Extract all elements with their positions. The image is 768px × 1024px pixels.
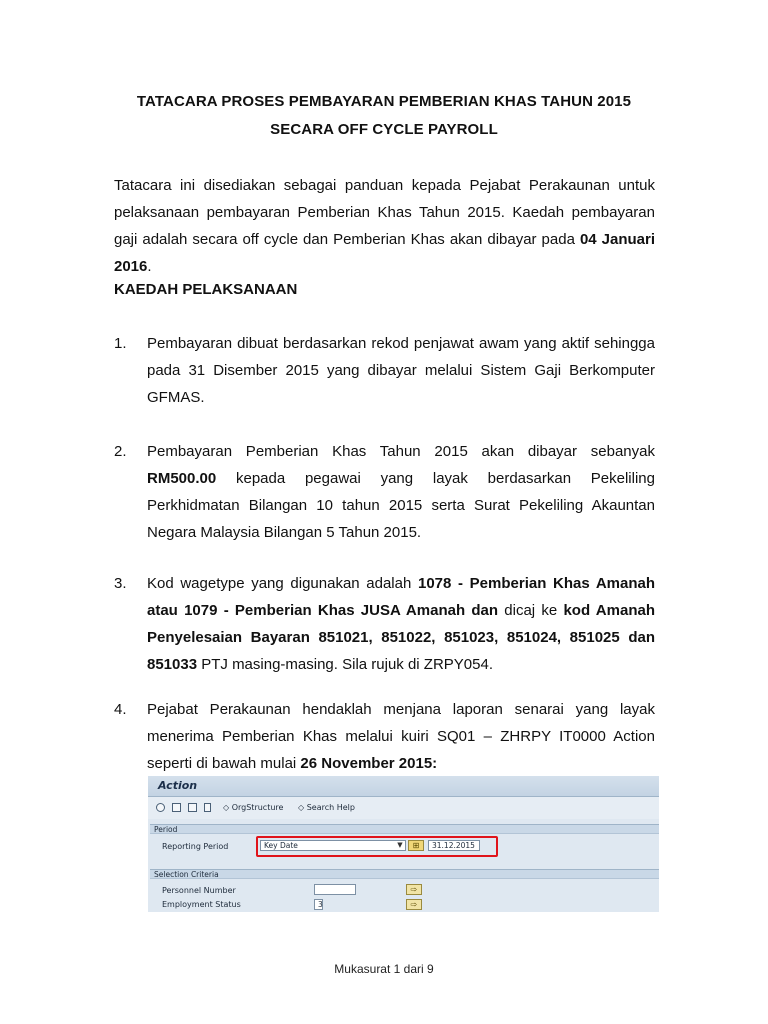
amount-bold: RM500.00 [147,470,217,487]
section-heading: KAEDAH PELAKSANAAN [114,281,298,298]
get-variant-icon[interactable] [172,803,181,812]
sap-title-bar [148,776,659,797]
text-run: Pejabat Perakaunan hendaklah menjana laporan senarai yang layak menerima Pemberian Khas melalui kuiri SQ01 – ZHRPY IT0000 Action seperti di bawah mulai [147,701,655,772]
list-item-number: 3. [114,575,127,592]
intro-paragraph [114,172,655,280]
list-item-text: Pembayaran dibuat berdasarkan rekod penjawat awam yang aktif sehingga pada 31 Disember 2015 yang dibayar melalui Sistem Gaji Berkomputer GFMAS. [147,335,655,406]
multiple-selection-arrow-icon[interactable]: ⇨ [406,899,422,910]
start-date-bold: 26 November 2015: [300,755,438,772]
orgstructure-label: OrgStructure [231,803,284,812]
account-code-bold: kod Amanah Penyelesaian Bayaran 851021, 851022, 851023, 851024, 851025 dan 851033 [147,602,655,673]
sap-toolbar [148,797,659,819]
selection-criteria-header: Selection Criteria [150,869,659,879]
employment-status-input[interactable] [314,899,323,910]
reporting-period-value: Key Date [264,841,298,850]
personnel-number-label: Personnel Number [162,886,236,895]
search-help-button[interactable]: ◇ Search Help [298,803,355,812]
list-item-text [147,570,655,678]
document-title-line1: TATACARA PROSES PEMBAYARAN PEMBERIAN KHAS TAHUN 2015 [136,93,632,110]
reporting-period-label: Reporting Period [162,842,229,851]
save-variant-icon[interactable] [188,803,197,812]
list-item-text [147,438,655,546]
list-item-text [147,696,655,777]
intro-date: 04 Januari 2016 [114,231,656,275]
multiple-selection-arrow-icon[interactable]: ⇨ [406,884,422,895]
key-date-value: 31.12.2015 [432,841,475,850]
intro-text: Tatacara ini disediakan sebagai panduan kepada Pejabat Perakaunan untuk pelaksanaan pembayaran Pemberian Khas Tahun 2015. Kaedah pembayaran gaji adalah secara off cycle dan Pemberian Khas akan dibayar pada [114,177,655,248]
list-item-number: 4. [114,701,127,718]
search-help-label: Search Help [306,803,355,812]
text-run: Pembayaran Pemberian Khas Tahun 2015 akan dibayar sebanyak [147,443,655,460]
intro-end: . [147,258,152,275]
text-run: dicaj ke [498,602,564,619]
text-run: Kod wagetype yang digunakan adalah [147,575,418,592]
wagetype-bold: 1078 - Pemberian Khas Amanah atau 1079 - Pemberian Khas JUSA Amanah dan [147,575,655,619]
orgstructure-button[interactable]: ◇ OrgStructure [223,803,284,812]
list-item-number: 2. [114,443,127,460]
text-run: PTJ masing-masing. Sila rujuk di ZRPY054. [197,656,494,673]
selection-options-icon[interactable] [204,803,211,812]
calendar-icon[interactable]: ⊞ [408,840,424,851]
personnel-number-input[interactable] [314,884,356,895]
execute-icon[interactable] [156,803,165,812]
chevron-down-icon[interactable]: ▼ [397,841,403,849]
employment-status-value: 3 [318,900,323,909]
highlight-box [256,836,498,857]
period-group-header: Period [150,824,659,834]
sap-title: Action [158,779,198,792]
list-item-number: 1. [114,335,127,352]
text-run: kepada pegawai yang layak berdasarkan Pekeliling Perkhidmatan Bilangan 10 tahun 2015 serta Surat Pekeliling Akauntan Negara Malaysia Bilangan 5 Tahun 2015. [147,470,655,541]
document-title-line2: SECARA OFF CYCLE PAYROLL [270,121,498,138]
employment-status-label: Employment Status [162,900,241,909]
page-footer: Mukasurat 1 dari 9 [334,962,434,976]
